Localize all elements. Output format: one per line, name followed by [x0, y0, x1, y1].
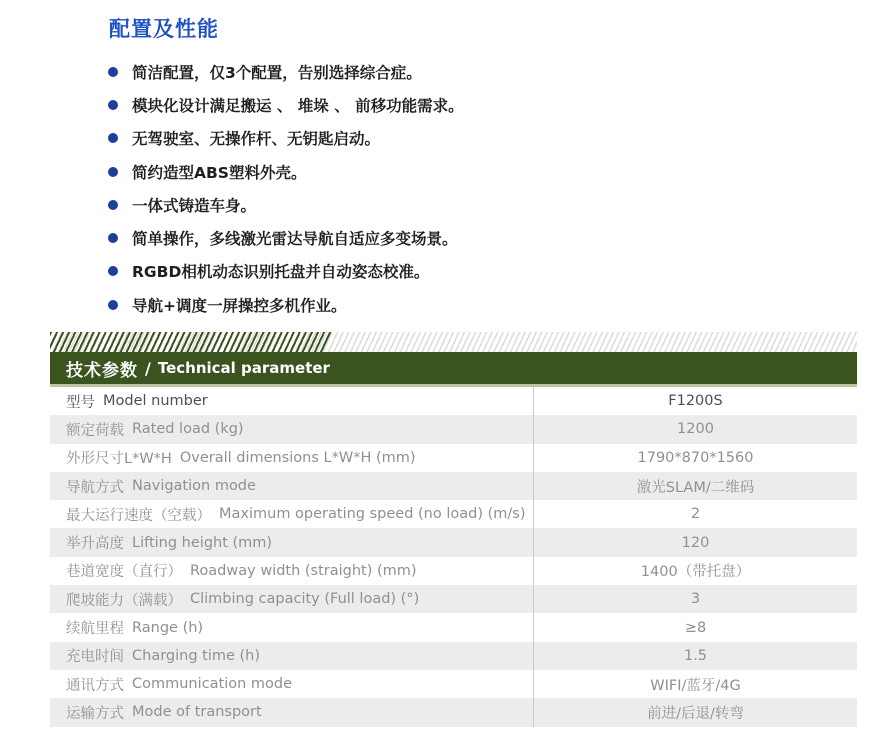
list-item: [108, 155, 464, 188]
spec-label: [50, 585, 533, 613]
spec-label-en: Maximum operating speed (no load) (m/s): [219, 506, 526, 523]
spec-label-zh: 最大运行速度（空载）: [66, 507, 211, 524]
page-title: 配置及性能: [109, 17, 219, 41]
spec-label-zh: 爬坡能力（满载）: [66, 592, 182, 609]
spec-label-zh: 通讯方式: [66, 677, 124, 694]
spec-label-en: Navigation mode: [132, 478, 256, 495]
table-row: [50, 387, 857, 415]
spec-label-en: Charging time (h): [132, 647, 261, 664]
spec-value: 1200: [533, 415, 857, 443]
spec-value: 120: [533, 528, 857, 556]
bullet-dot-icon: [108, 67, 118, 77]
spec-value: 前进/后退/转弯: [533, 698, 857, 726]
spec-label-en: Communication mode: [132, 676, 293, 693]
spec-label-en: Climbing capacity (Full load) (°): [190, 591, 420, 608]
spec-value: WIFI/蓝牙/4G: [533, 670, 857, 698]
feature-text: 导航+调度一屏操控多机作业。: [132, 296, 347, 315]
list-item: [108, 221, 464, 254]
table-row: [50, 444, 857, 472]
feature-text: 简洁配置，仅3个配置，告别选择综合症。: [132, 63, 422, 82]
list-item: [108, 122, 464, 155]
spec-label: [50, 698, 533, 726]
spec-label: [50, 642, 533, 670]
table-header-zh: 技术参数: [66, 360, 138, 381]
spec-value: 3: [533, 585, 857, 613]
spec-value: 激光SLAM/二维码: [533, 472, 857, 500]
spec-label-en: Roadway width (straight) (mm): [190, 562, 417, 579]
list-item: [108, 88, 464, 121]
table-row: [50, 585, 857, 613]
decorative-stripe-dark: [50, 332, 335, 352]
spec-label: [50, 670, 533, 698]
bullet-dot-icon: [108, 167, 118, 177]
feature-list: [108, 55, 464, 321]
spec-label-zh: 外形尺寸L*W*H: [66, 451, 172, 468]
spec-label-en: Mode of transport: [132, 704, 262, 721]
spec-label-en: Range (h): [132, 619, 204, 636]
spec-value: 1400（带托盘）: [533, 557, 857, 585]
spec-label: [50, 557, 533, 585]
spec-label-zh: 续航里程: [66, 621, 124, 638]
spec-value: ≥8: [533, 613, 857, 641]
table-row: [50, 472, 857, 500]
table-header-bar: [50, 352, 857, 387]
spec-label: [50, 387, 533, 415]
spec-label-en: Lifting height (mm): [132, 534, 273, 551]
feature-text: 一体式铸造车身。: [132, 196, 257, 215]
spec-label: [50, 613, 533, 641]
bullet-dot-icon: [108, 266, 118, 276]
bullet-dot-icon: [108, 133, 118, 143]
table-row: [50, 415, 857, 443]
spec-label-zh: 巷道宽度（直行）: [66, 564, 182, 581]
spec-value: 1790*870*1560: [533, 444, 857, 472]
table-row: [50, 670, 857, 698]
spec-label-zh: 导航方式: [66, 479, 124, 496]
table-header-en: Technical parameter: [157, 359, 330, 377]
table-header-separator: /: [145, 358, 151, 378]
spec-label-zh: 充电时间: [66, 649, 124, 666]
table-row: [50, 557, 857, 585]
spec-label-en: Overall dimensions L*W*H (mm): [179, 449, 416, 466]
decorative-stripe-band: [50, 332, 857, 352]
spec-label-zh: 额定荷载: [66, 422, 124, 439]
table-row: [50, 500, 857, 528]
spec-label-en: Model number: [103, 393, 208, 410]
feature-text: 无驾驶室、无操作杆、无钥匙启动。: [132, 130, 381, 149]
spec-label-zh: 型号: [66, 394, 95, 411]
spec-label: [50, 444, 533, 472]
spec-label: [50, 500, 533, 528]
list-item: [108, 188, 464, 221]
bullet-dot-icon: [108, 233, 118, 243]
spec-value: 1.5: [533, 642, 857, 670]
table-row: [50, 698, 857, 726]
bullet-dot-icon: [108, 100, 118, 110]
list-item: [108, 55, 464, 88]
feature-text: 模块化设计满足搬运 、 堆垛 、 前移功能需求。: [132, 96, 464, 115]
spec-label-zh: 举升高度: [66, 536, 124, 553]
spec-label-en: Rated load (kg): [132, 421, 244, 438]
feature-text: 简约造型ABS塑料外壳。: [132, 163, 307, 182]
spec-label: [50, 415, 533, 443]
bullet-dot-icon: [108, 300, 118, 310]
spec-label: [50, 528, 533, 556]
bullet-dot-icon: [108, 200, 118, 210]
list-item: [108, 255, 464, 288]
spec-value: F1200S: [533, 387, 857, 415]
feature-text: RGBD相机动态识别托盘并自动姿态校准。: [132, 263, 430, 282]
table-row: [50, 613, 857, 641]
feature-text: 简单操作，多线激光雷达导航自适应多变场景。: [132, 230, 458, 249]
spec-table: [50, 387, 857, 727]
spec-value: 2: [533, 500, 857, 528]
spec-label: [50, 472, 533, 500]
spec-label-zh: 运输方式: [66, 705, 124, 722]
table-row: [50, 642, 857, 670]
table-row: [50, 528, 857, 556]
list-item: [108, 288, 464, 321]
